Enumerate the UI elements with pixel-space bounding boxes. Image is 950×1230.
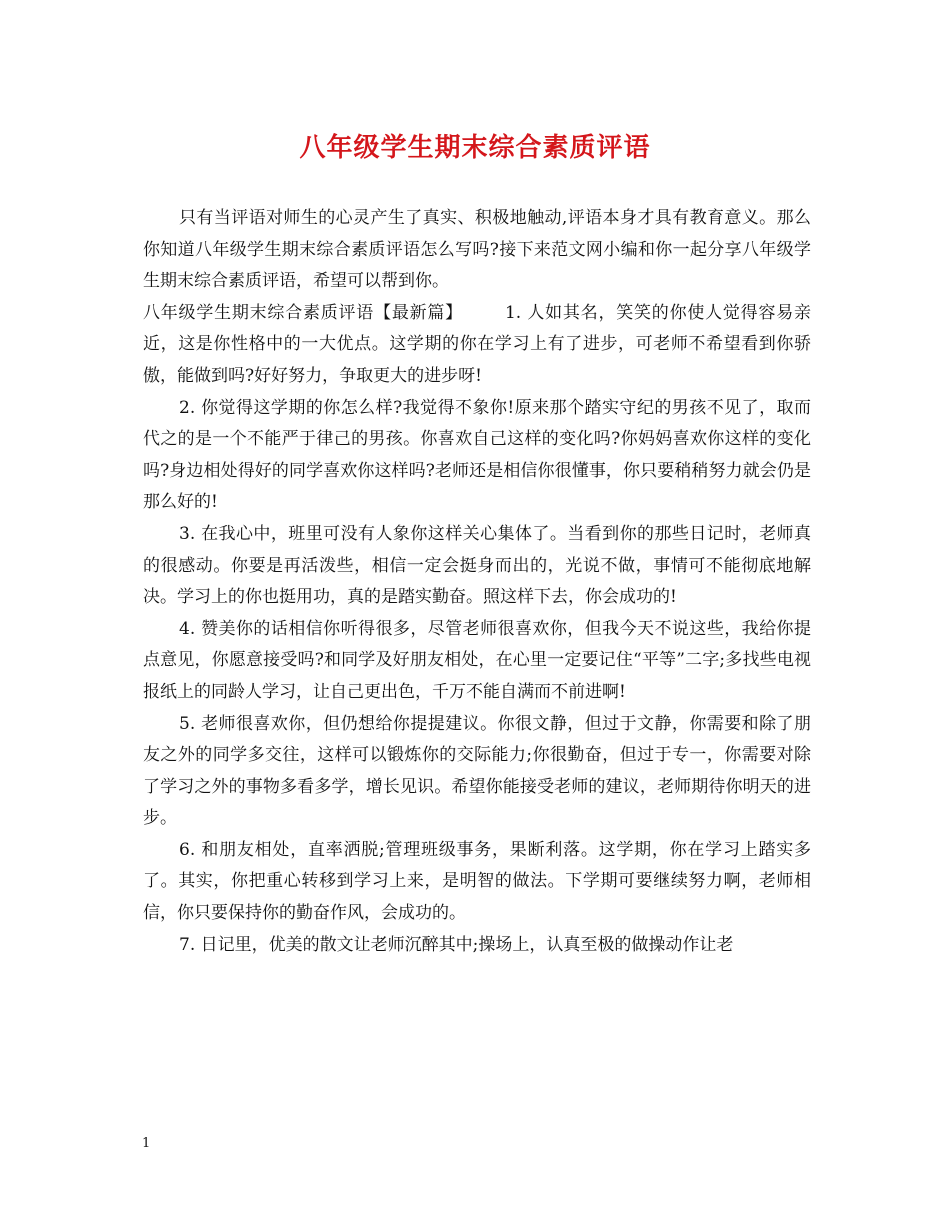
comment-item-2: 2. 你觉得这学期的你怎么样?我觉得不象你!原来那个踏实守纪的男孩不见了，取而代之的是一个不能严于律己的男孩。你喜欢自己这样的变化吗?你妈妈喜欢你这样的变化吗?身边相处得好的同学喜欢你这样吗?老师还是相信你很懂事，你只要稍稍努力就会仍是那么好的! [143,397,811,513]
page-title: 八年级学生期末综合素质评语 [299,133,651,163]
page-number: 1 [142,1136,151,1151]
comment-item-3: 3. 在我心中，班里可没有人象你这样关心集体了。当看到你的那些日记时，老师真的很感动。你要是再活泼些，相信一定会挺身而出的，光说不做，事情可不能彻底地解决。学习上的你也挺用功，真的是踏实勤奋。照这样下去，你会成功的! [143,523,811,608]
comment-item-4: 4. 赞美你的话相信你听得很多，尽管老师很喜欢你，但我今天不说这些，我给你提点意见，你愿意接受吗?和同学及好朋友相处，在心里一定要记住“平等”二字;多找些电视报纸上的同龄人学习，让自己更出色，千万不能自满而不前进啊! [143,618,811,702]
section-heading: 八年级学生期末综合素质评语【最新篇】 [143,302,463,323]
document-body [143,203,811,961]
comment-item-5: 5. 老师很喜欢你，但仍想给你提提建议。你很文静，但过于文静，你需要和除了朋友之外的同学多交往，这样可以锻炼你的交际能力;你很勤奋，但过于专一，你需要对除了学习之外的事物多看多学，增长见识。希望你能接受老师的建议，老师期待你明天的进步。 [143,713,811,829]
intro-paragraph: 只有当评语对师生的心灵产生了真实、积极地触动,评语本身才具有教育意义。那么你知道八年级学生期末综合素质评语怎么写吗?接下来范文网小编和你一起分享八年级学生期末综合素质评语，希望可以帮到你。 [143,208,811,292]
comment-item-7: 7. 日记里，优美的散文让老师沉醉其中;操场上，认真至极的做操动作让老 [179,934,734,955]
section-heading-paragraph [143,298,811,393]
comment-item-6: 6. 和朋友相处，直率洒脱;管理班级事务，果断利落。这学期，你在学习上踏实多了。其实，你把重心转移到学习上来，是明智的做法。下学期可要继续努力啊，老师相信，你只要保持你的勤奋作风，会成功的。 [143,839,811,924]
comment-item-1: 1. 人如其名，笑笑的你使人觉得容易亲近，这是你性格中的一大优点。这学期的你在学习上有了进步，可老师不希望看到你骄傲，能做到吗?好好努力，争取更大的进步呀! [143,302,812,386]
